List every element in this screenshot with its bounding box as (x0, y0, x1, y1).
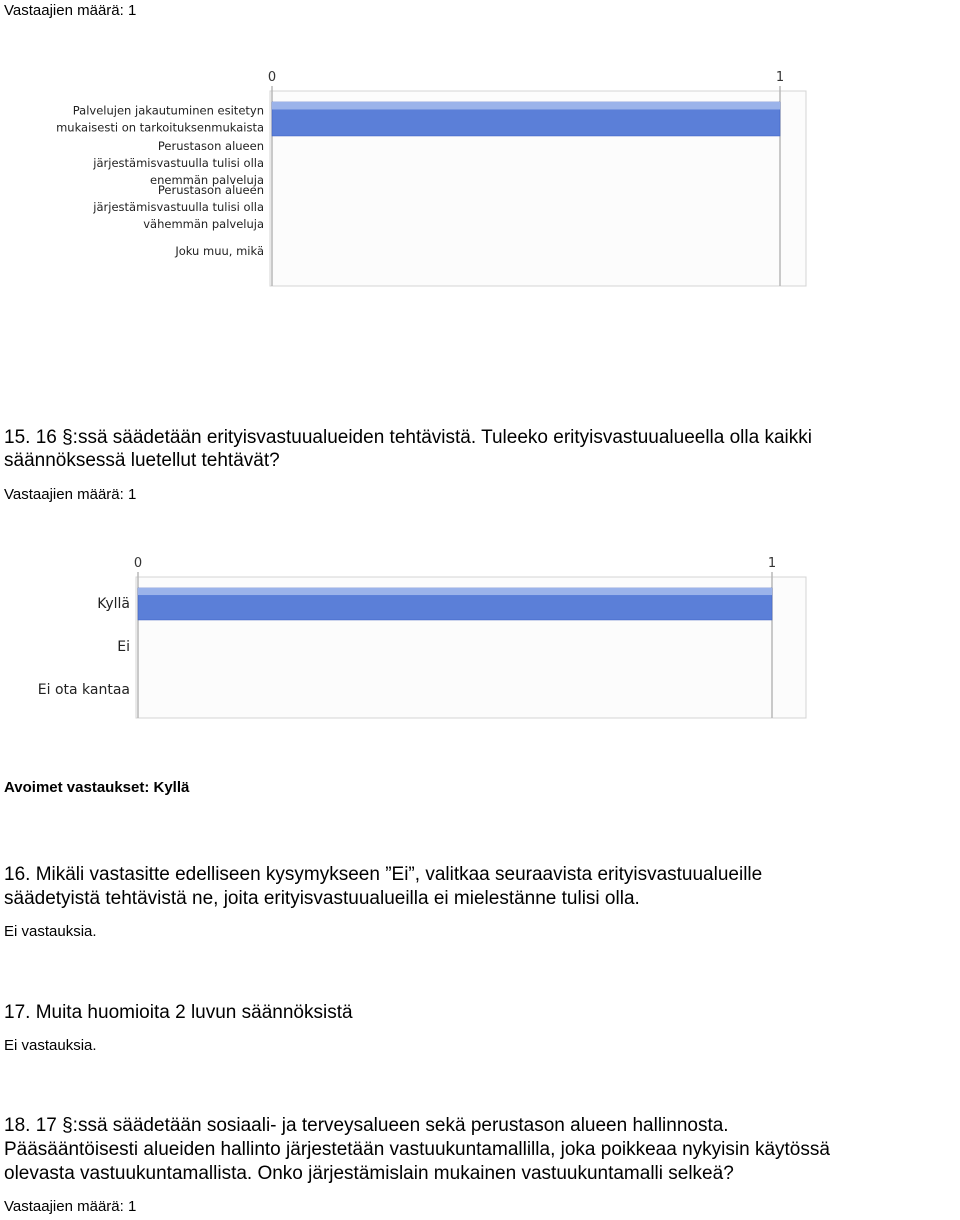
open-answers: Avoimet vastaukset: Kyllä (4, 779, 190, 796)
category-label: Ei ota kantaa (37, 682, 130, 698)
category-label: Palvelujen jakautuminen esitetyn (72, 103, 264, 118)
chart-1 (0, 60, 820, 295)
bar-highlight (272, 102, 780, 109)
question-17-no-answers: Ei vastauksia. (4, 1037, 97, 1054)
category-label: Perustason alueen (157, 183, 264, 197)
question-18-respondent-count: Vastaajien määrä: 1 (4, 1198, 137, 1215)
category-label: Perustason alueen (157, 139, 264, 153)
question-16-line-2: säädetyistä tehtävistä ne, joita erityisvastuualueilla ei mielestänne tulisi olla. (4, 888, 640, 909)
category-label: järjestämisvastuulla tulisi olla (93, 156, 264, 170)
category-label: enemmän palveluja (150, 173, 264, 187)
question-17-line-1: 17. Muita huomioita 2 luvun säännöksistä (4, 1002, 353, 1023)
question-18-line-2: Pääsääntöisesti alueiden hallinto järjestetään vastuukuntamallilla, joka poikkeaa nykyisin käytössä (4, 1139, 830, 1160)
chart-2 (0, 545, 820, 725)
question-18-line-1: 18. 17 §:ssä säädetään sosiaali- ja terveysalueen sekä perustason alueen hallinnosta. (4, 1115, 729, 1136)
question-16-line-1: 16. Mikäli vastasitte edelliseen kysymykseen ”Ei”, valitkaa seuraavista erityisvastuualueille (4, 864, 763, 885)
question-18-line-3: olevasta vastuukuntamallista. Onko järjestämislain mukainen vastuukuntamalli selkeä? (4, 1163, 734, 1184)
category-label: Kyllä (97, 596, 130, 612)
category-label: järjestämisvastuulla tulisi olla (93, 200, 264, 214)
question-15-line-1: 15. 16 §:ssä säädetään erityisvastuualueiden tehtävistä. Tuleeko erityisvastuualueella olla kaikki (4, 427, 812, 448)
question-16-no-answers: Ei vastauksia. (4, 923, 97, 940)
category-label: mukaisesti on tarkoituksenmukaista (56, 120, 264, 135)
question-15-respondent-count: Vastaajien määrä: 1 (4, 486, 137, 503)
bar-highlight (138, 588, 772, 595)
tick-label: 0 (133, 556, 143, 571)
respondent-count: Vastaajien määrä: 1 (4, 2, 137, 19)
tick-label: 1 (767, 556, 777, 571)
tick-label: 0 (267, 70, 277, 85)
category-label: Ei (117, 639, 130, 655)
category-label: Joku muu, mikä (175, 244, 264, 258)
tick-label: 1 (775, 70, 785, 85)
question-15-line-2: säännöksessä luetellut tehtävät? (4, 450, 280, 471)
category-label: vähemmän palveluja (143, 217, 264, 231)
